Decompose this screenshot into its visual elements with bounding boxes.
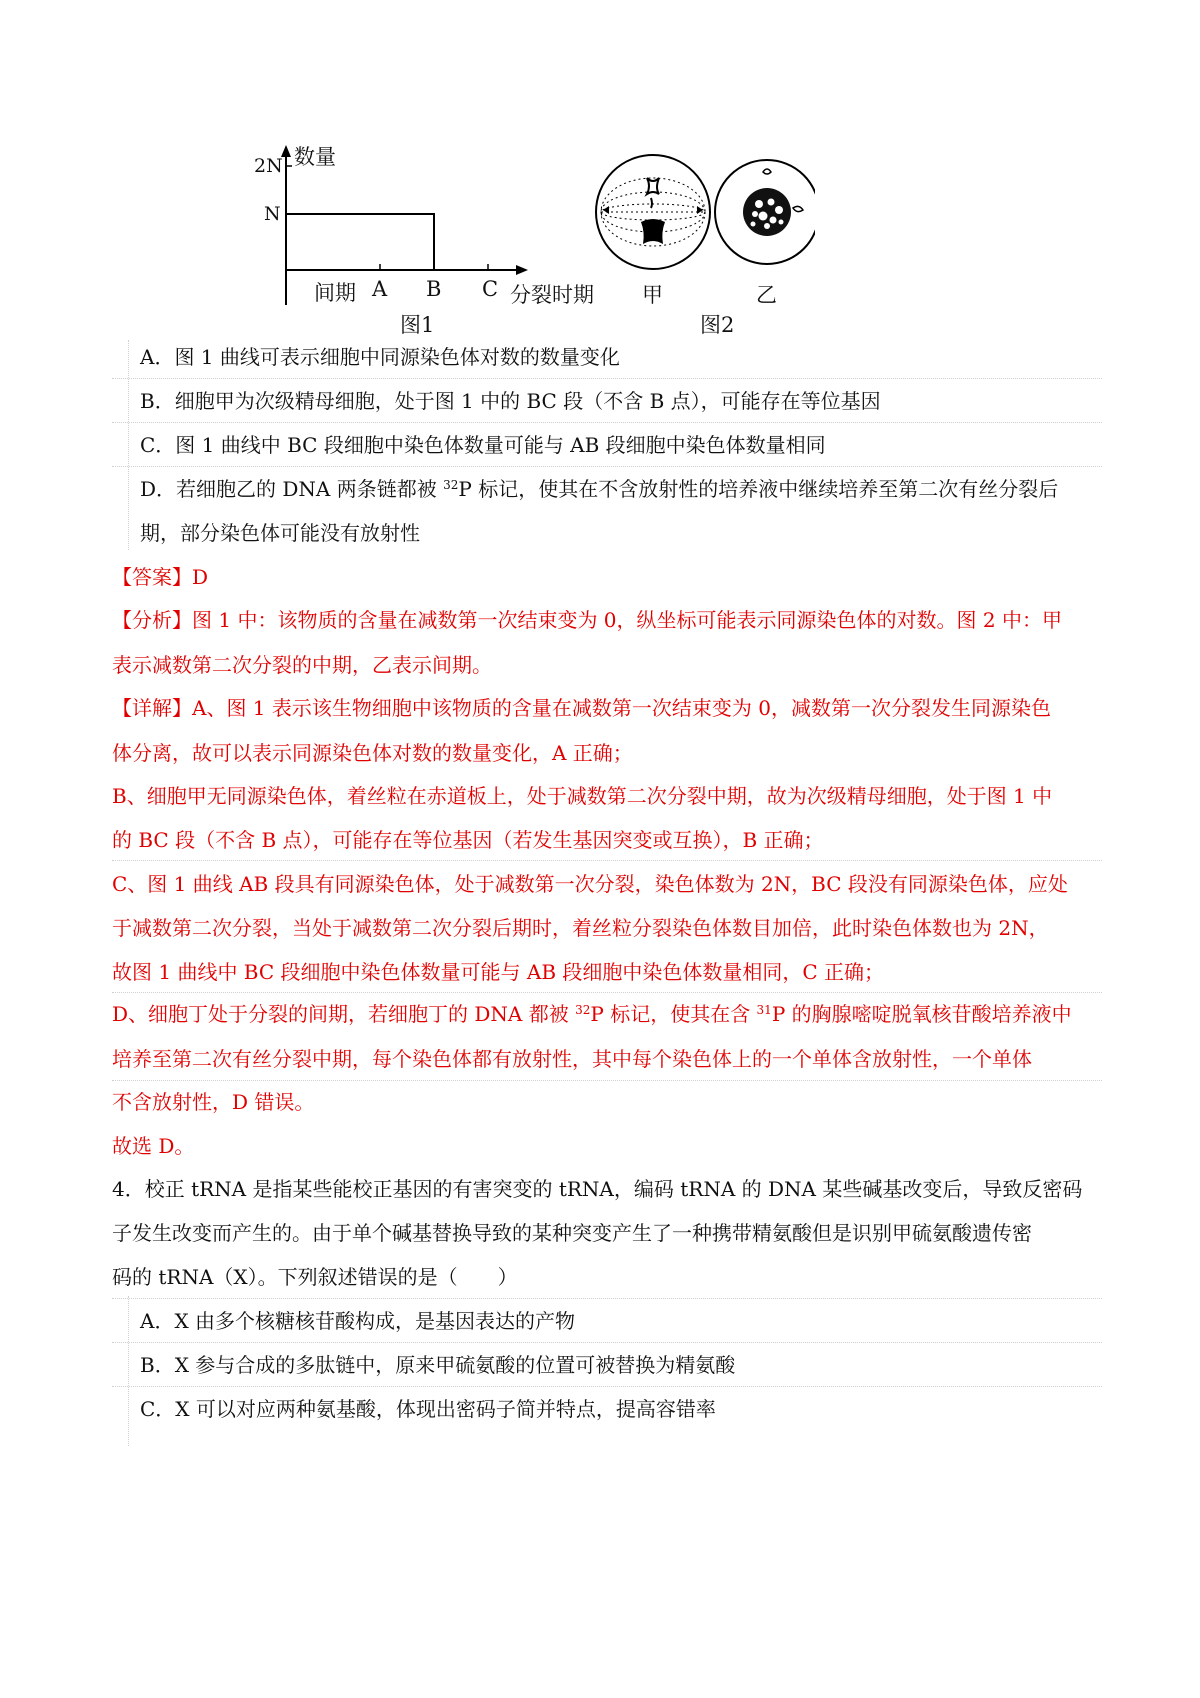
rule-5 <box>112 992 1102 993</box>
cell-yi <box>715 160 815 264</box>
x-tick-label-b: B <box>426 277 442 301</box>
y-axis-label: 数量 <box>294 145 336 169</box>
detail-line-10: 不含放射性，D 错误。 <box>112 1090 315 1114</box>
detail-line-3: B、细胞甲无同源染色体，着丝粒在赤道板上，处于减数第二次分裂中期，故为次级精母细胞，处于图 1 中 <box>112 784 1053 808</box>
y-tick-label-2n: 2N <box>254 155 283 177</box>
figure-1-caption: 图1 <box>400 313 435 337</box>
rule-1 <box>112 378 1102 379</box>
rule-8 <box>112 1342 1102 1343</box>
q3-option-a: A．图 1 曲线可表示细胞中同源染色体对数的数量变化 <box>140 345 620 369</box>
answer: 【答案】D <box>112 565 209 589</box>
q4-option-b: B．X 参与合成的多肽链中，原来甲硫氨酸的位置可被替换为精氨酸 <box>140 1353 736 1377</box>
rule-6 <box>112 1080 1102 1081</box>
x-axis-arrow <box>516 265 528 275</box>
figure-row <box>254 145 830 360</box>
series-line <box>286 214 434 270</box>
q3-option-b: B．细胞甲为次级精母细胞，处于图 1 中的 BC 段（不含 B 点），可能存在等位基因 <box>140 389 881 413</box>
conclusion: 故选 D。 <box>112 1134 195 1158</box>
q3-option-d <box>140 474 1058 504</box>
detail-line-8 <box>112 999 1072 1029</box>
figure-2-caption: 图2 <box>700 313 735 337</box>
detail-line-2: 体分离，故可以表示同源染色体对数的数量变化，A 正确； <box>112 741 633 765</box>
q3-option-d-sup: 32 <box>443 478 459 492</box>
figure-2-cells <box>595 150 815 280</box>
q3-option-d-line2: 期，部分染色体可能没有放射性 <box>140 521 420 545</box>
detail-line-7: 故图 1 曲线中 BC 段细胞中染色体数量可能与 AB 段细胞中染色体数量相同，C 正确； <box>112 960 885 984</box>
rule-2 <box>112 422 1102 423</box>
detail-line-8-sup2: 31 <box>756 1003 772 1017</box>
rule-9 <box>112 1386 1102 1387</box>
detail-line-9: 培养至第二次有丝分裂中期，每个染色体都有放射性，其中每个染色体上的一个单体含放射性，一个单体 <box>112 1047 1032 1071</box>
q3-option-d-post: P 标记，使其在不含放射性的培养液中继续培养至第二次有丝分裂后 <box>458 477 1059 501</box>
rule-4 <box>112 860 1102 861</box>
rule-7 <box>112 1298 1102 1299</box>
x-tick-label-interphase: 间期 <box>314 281 356 305</box>
q4-line-2: 子发生改变而产生的。由于单个碱基替换导致的某种突变产生了一种携带精氨酸但是识别甲硫氨酸遗传密 <box>112 1221 1032 1245</box>
q4-option-a: A．X 由多个核糖核苷酸构成，是基因表达的产物 <box>140 1309 576 1333</box>
detail-line-8-mid: P 标记，使其在含 <box>590 1002 757 1026</box>
rule-3 <box>112 466 1102 467</box>
cell-label-yi: 乙 <box>756 283 777 307</box>
q3-option-c: C．图 1 曲线中 BC 段细胞中染色体数量可能与 AB 段细胞中染色体数量相同 <box>140 433 826 457</box>
detail-line-8-sup1: 32 <box>575 1003 591 1017</box>
x-tick-label-c: C <box>482 277 499 301</box>
cell-label-jia: 甲 <box>642 283 663 307</box>
analysis-line-1: 【分析】图 1 中：该物质的含量在减数第一次结束变为 0，纵坐标可能表示同源染色体的对数。图 2 中：甲 <box>112 608 1062 632</box>
x-axis-label: 分裂时期 <box>510 283 594 307</box>
detail-line-4: 的 BC 段（不含 B 点），可能存在等位基因（若发生基因突变或互换），B 正确； <box>112 828 824 852</box>
y-tick-label-n: N <box>264 203 281 225</box>
detail-line-5: C、图 1 曲线 AB 段具有同源染色体，处于减数第一次分裂，染色体数为 2N，BC 段没有同源染色体，应处 <box>112 872 1068 896</box>
margin-guide-left <box>128 340 129 550</box>
detail-line-1: 【详解】A、图 1 表示该生物细胞中该物质的含量在减数第一次结束变为 0，减数第一次分裂发生同源染色 <box>112 696 1051 720</box>
q4-line-3: 码的 tRNA（X）。下列叙述错误的是（ ） <box>112 1265 518 1289</box>
detail-line-8-post: P 的胸腺嘧啶脱氧核苷酸培养液中 <box>771 1002 1072 1026</box>
x-tick-label-a: A <box>372 277 388 301</box>
detail-line-6: 于减数第二次分裂，当处于减数第二次分裂后期时，着丝粒分裂染色体数目加倍，此时染色体数也为 2N， <box>112 916 1049 940</box>
q3-option-d-pre: D．若细胞乙的 DNA 两条链都被 <box>140 477 444 501</box>
q4-option-c: C．X 可以对应两种氨基酸，体现出密码子简并特点，提高容错率 <box>140 1397 716 1421</box>
q4-line-1: 4．校正 tRNA 是指某些能校正基因的有害突变的 tRNA，编码 tRNA 的 DNA 某些碱基改变后，导致反密码 <box>112 1177 1083 1201</box>
margin-guide-left-lower <box>128 1296 129 1446</box>
cell-jia <box>596 155 710 269</box>
analysis-line-2: 表示减数第二次分裂的中期，乙表示间期。 <box>112 653 492 677</box>
detail-line-8-pre: D、细胞丁处于分裂的间期，若细胞丁的 DNA 都被 <box>112 1002 576 1026</box>
